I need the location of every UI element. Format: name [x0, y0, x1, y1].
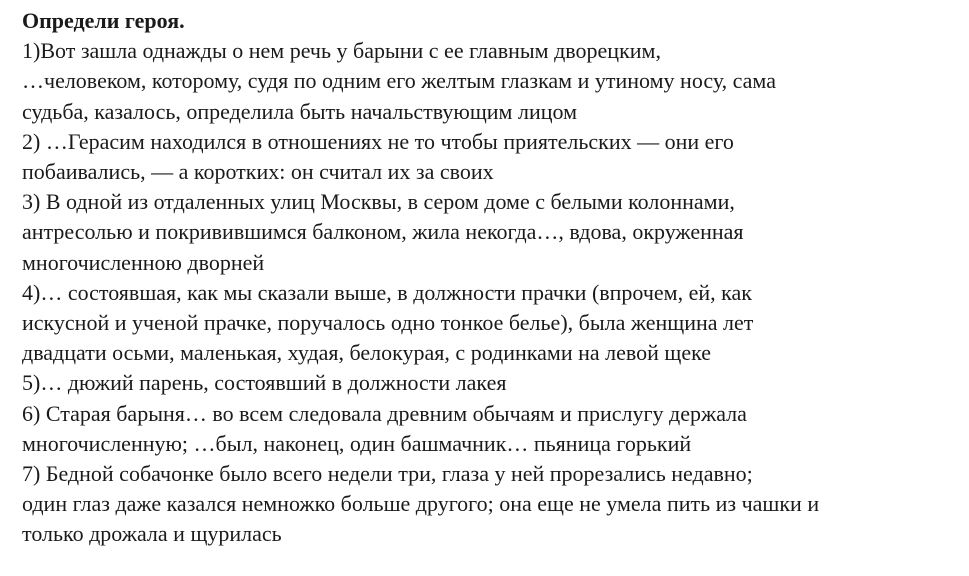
text-line-6: 3) В одной из отдаленных улиц Москвы, в сером доме с белыми колоннами, — [22, 189, 735, 215]
text-line-11: двадцати осьми, маленькая, худая, белокурая, с родинками на левой щеке — [22, 340, 712, 366]
text-line-5: побаивались, — а коротких: он считал их за своих — [22, 159, 494, 185]
text-line-9: 4)… состоявшая, как мы сказали выше, в должности прачки (впрочем, ей, как — [22, 279, 752, 305]
text-line-12: 5)… дюжий парень, состоявший в должности лакея — [22, 370, 507, 396]
text-line-2: …человеком, которому, судя по одним его желтым глазкам и утиному носу, сама — [22, 68, 776, 94]
text-line-8: многочисленною дворней — [22, 249, 265, 275]
text-line-10: искусной и ученой прачке, поручалось одно тонкое белье), была женщина лет — [22, 310, 754, 336]
text-line-16: один глаз даже казался немножко больше другого; она еще не умела пить из чашки и — [22, 491, 820, 517]
document-page — [22, 6, 957, 550]
text-line-1: 1)Вот зашла однажды о нем речь у барыни с ее главным дворецким, — [22, 38, 661, 64]
text-line-4: 2) …Герасим находился в отношениях не то чтобы приятельских — они его — [22, 128, 734, 154]
text-line-3: судьба, казалось, определила быть начальствующим лицом — [22, 98, 577, 124]
text-line-13: 6) Старая барыня… во всем следовала древним обычаям и прислугу держала — [22, 400, 747, 426]
text-line-14: многочисленную; …был, наконец, один башмачник… пьяница горький — [22, 430, 692, 456]
text-line-17: только дрожала и щурилась — [22, 521, 282, 547]
text-line-15: 7) Бедной собачонке было всего недели три, глаза у ней прорезались недавно; — [22, 461, 753, 487]
text-line-7: антресолью и покривившимся балконом, жила некогда…, вдова, окруженная — [22, 219, 744, 245]
document-title: Определи героя. — [22, 8, 185, 33]
